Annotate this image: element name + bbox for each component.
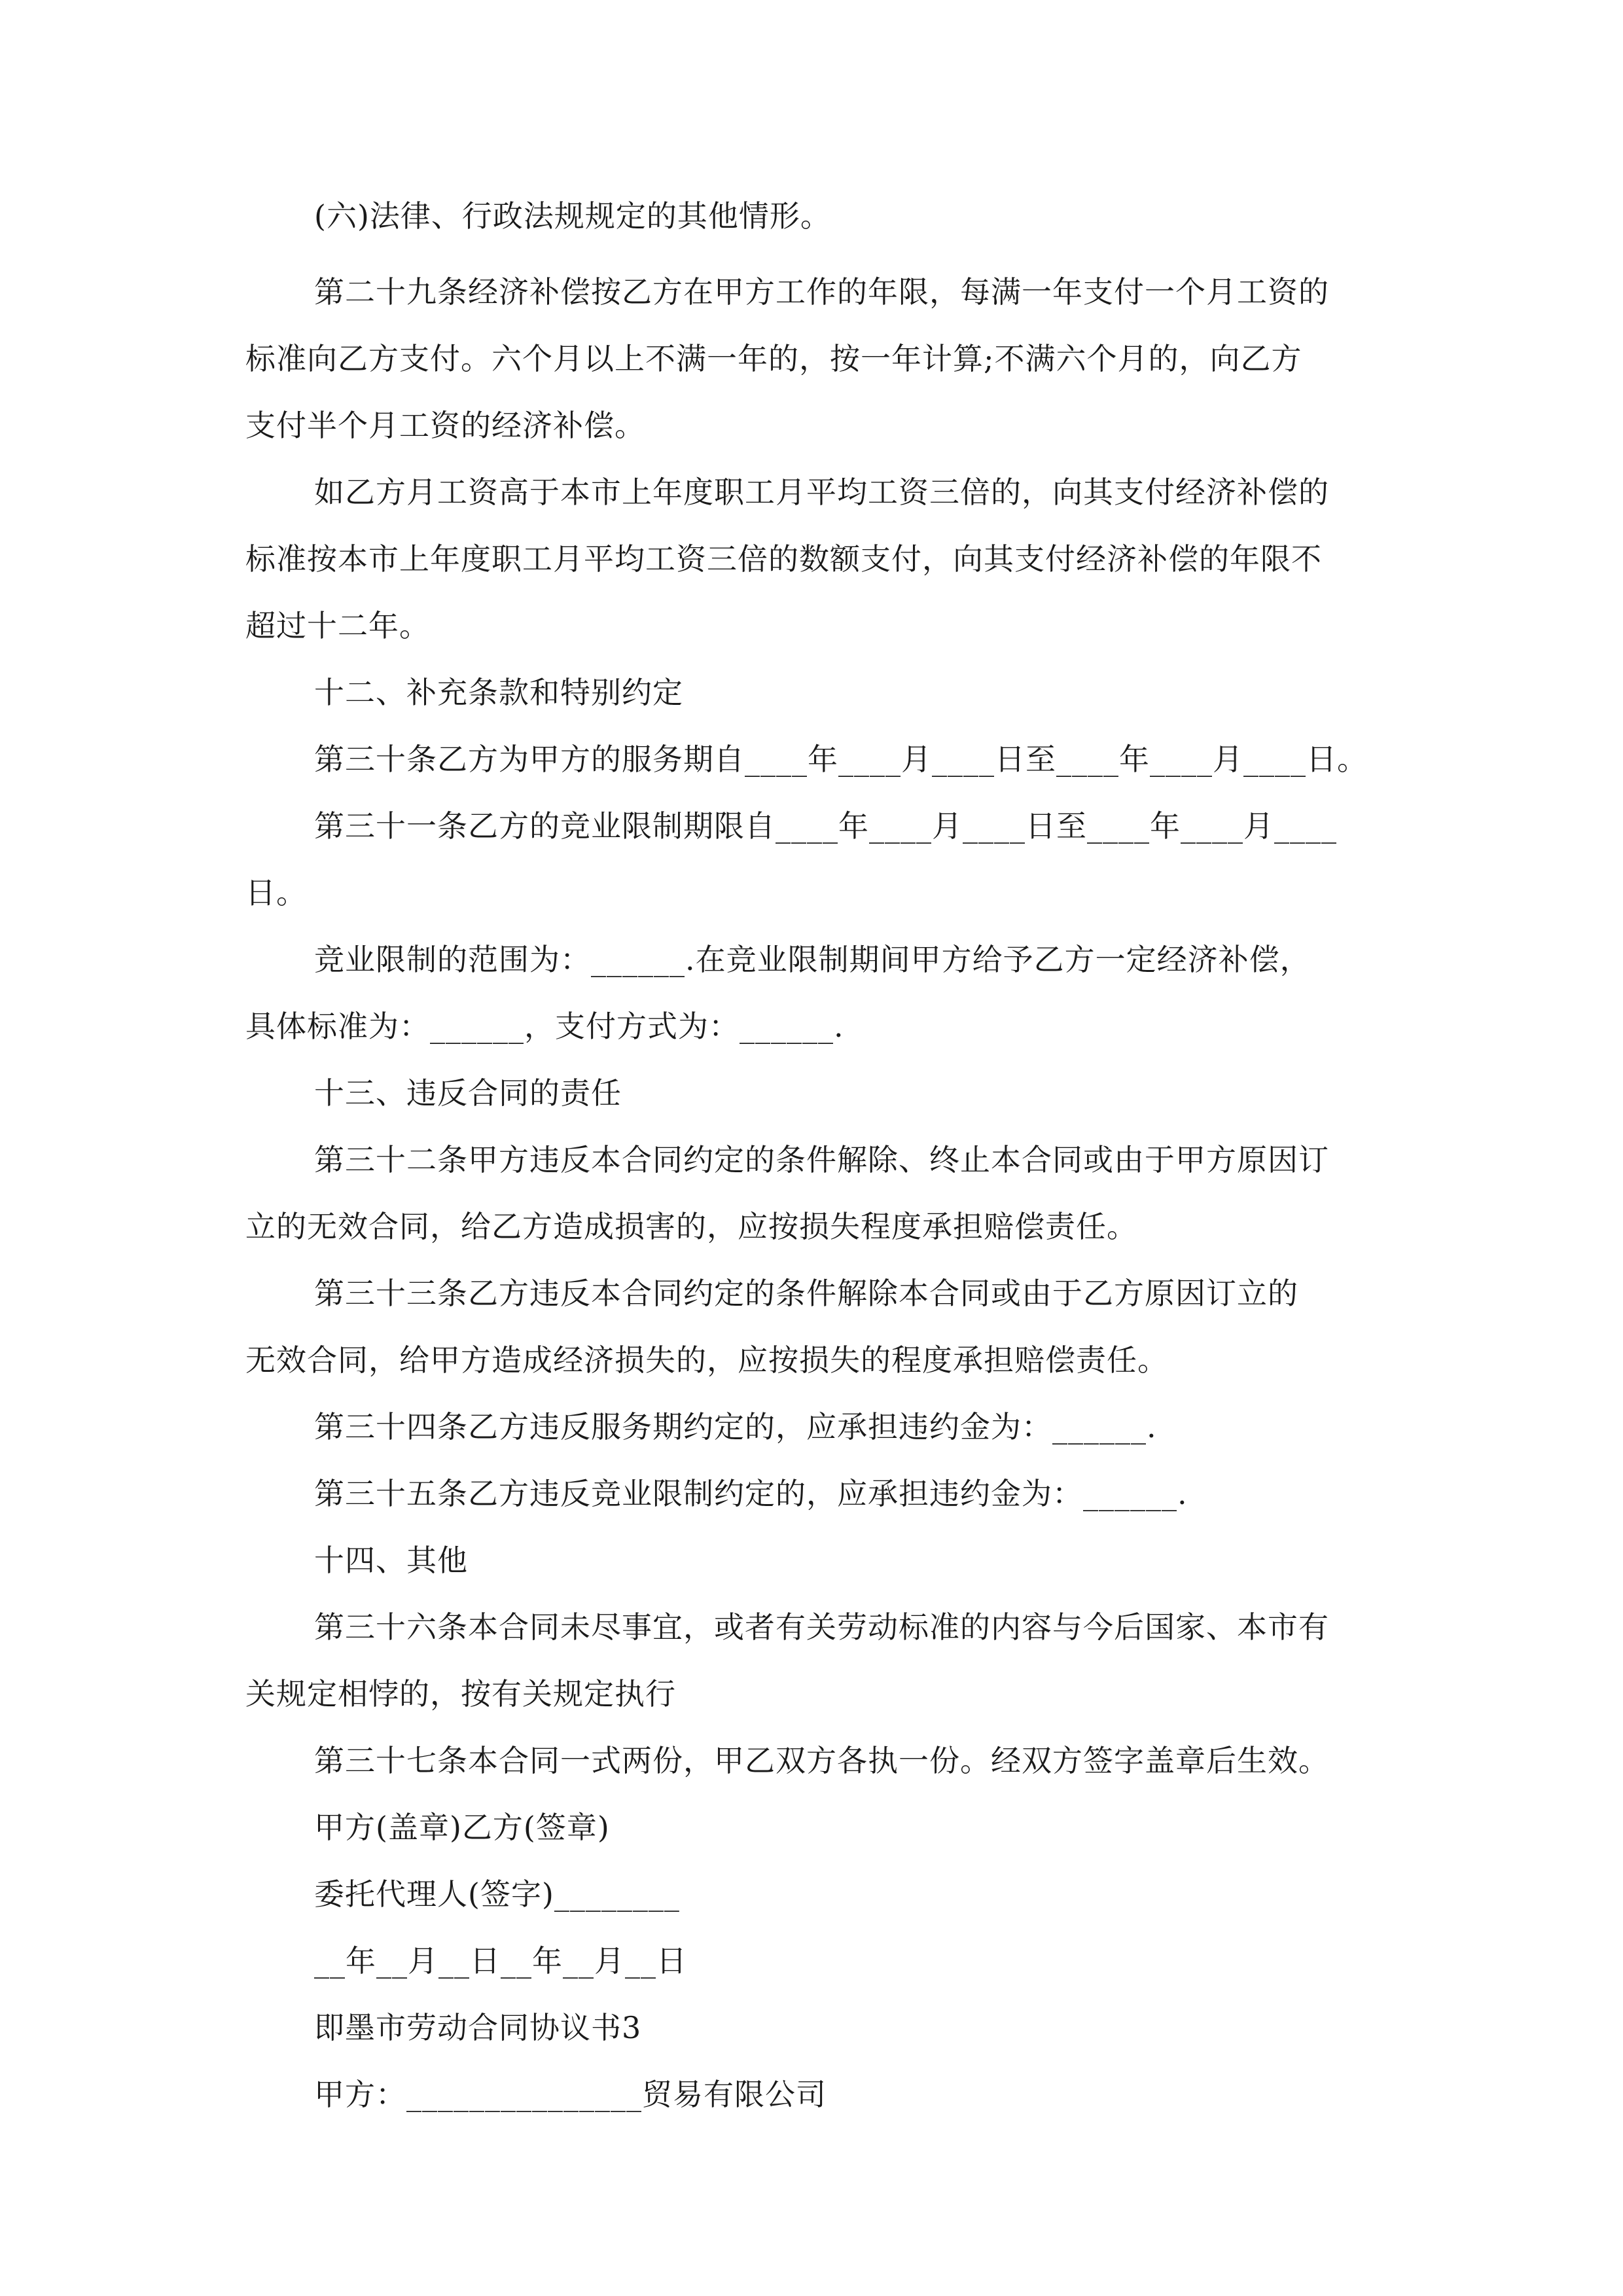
article-32-line-1: 第三十二条甲方违反本合同约定的条件解除、终止本合同或由于甲方原因订 [314, 1142, 1329, 1177]
article-29-line-2: 标准向乙方支付。六个月以上不满一年的，按一年计算;不满六个月的，向乙方 [245, 341, 1302, 376]
signature-dates: __年__月__日__年__月__日 [314, 1943, 687, 1979]
non-compete-scope-line-1: 竞业限制的范围为：______.在竞业限制期间甲方给予乙方一定经济补偿， [314, 942, 1311, 977]
article-35: 第三十五条乙方违反竞业限制约定的，应承担违约金为：______. [314, 1476, 1188, 1511]
section-heading-12: 十二、补充条款和特别约定 [314, 675, 683, 710]
article-36-line-2: 关规定相悖的，按有关规定执行 [245, 1676, 676, 1712]
article-31-line-1: 第三十一条乙方的竞业限制期限自____年____月____日至____年____月____ [314, 808, 1337, 844]
article-33-line-2: 无效合同，给甲方造成经济损失的，应按损失的程度承担赔偿责任。 [245, 1342, 1168, 1378]
article-32-line-2: 立的无效合同，给乙方造成损害的，应按损失程度承担赔偿责任。 [245, 1209, 1137, 1244]
article-37: 第三十七条本合同一式两份，甲乙双方各执一份。经双方签字盖章后生效。 [314, 1743, 1329, 1778]
article-29-line-1: 第二十九条经济补偿按乙方在甲方工作的年限，每满一年支付一个月工资的 [314, 274, 1329, 310]
article-30: 第三十条乙方为甲方的服务期自____年____月____日至____年____月____日。 [314, 742, 1368, 777]
party-a-line: 甲方：_______________贸易有限公司 [314, 2077, 827, 2112]
article-34: 第三十四条乙方违反服务期约定的，应承担违约金为：______. [314, 1409, 1157, 1444]
article-29-line-3: 支付半个月工资的经济补偿。 [245, 408, 645, 443]
non-compete-scope-line-2: 具体标准为：______，支付方式为：______. [245, 1009, 844, 1044]
paragraph-wage-cap-line-1: 如乙方月工资高于本市上年度职工月平均工资三倍的，向其支付经济补偿的 [314, 475, 1329, 510]
paragraph-wage-cap-line-3: 超过十二年。 [245, 608, 430, 643]
article-36-line-1: 第三十六条本合同未尽事宜，或者有关劳动标准的内容与今后国家、本市有 [314, 1609, 1329, 1645]
article-31-line-2: 日。 [245, 875, 307, 910]
clause-item-6: (六)法律、行政法规规定的其他情形。 [314, 198, 831, 234]
section-heading-14: 十四、其他 [314, 1543, 468, 1578]
paragraph-wage-cap-line-2: 标准按本市上年度职工月平均工资三倍的数额支付，向其支付经济补偿的年限不 [245, 541, 1322, 577]
next-document-title: 即墨市劳动合同协议书3 [314, 2010, 642, 2045]
signature-parties: 甲方(盖章)乙方(签章) [314, 1810, 610, 1845]
signature-agent: 委托代理人(签字)________ [314, 1876, 680, 1912]
article-33-line-1: 第三十三条乙方违反本合同约定的条件解除本合同或由于乙方原因订立的 [314, 1276, 1298, 1311]
section-heading-13: 十三、违反合同的责任 [314, 1075, 622, 1111]
